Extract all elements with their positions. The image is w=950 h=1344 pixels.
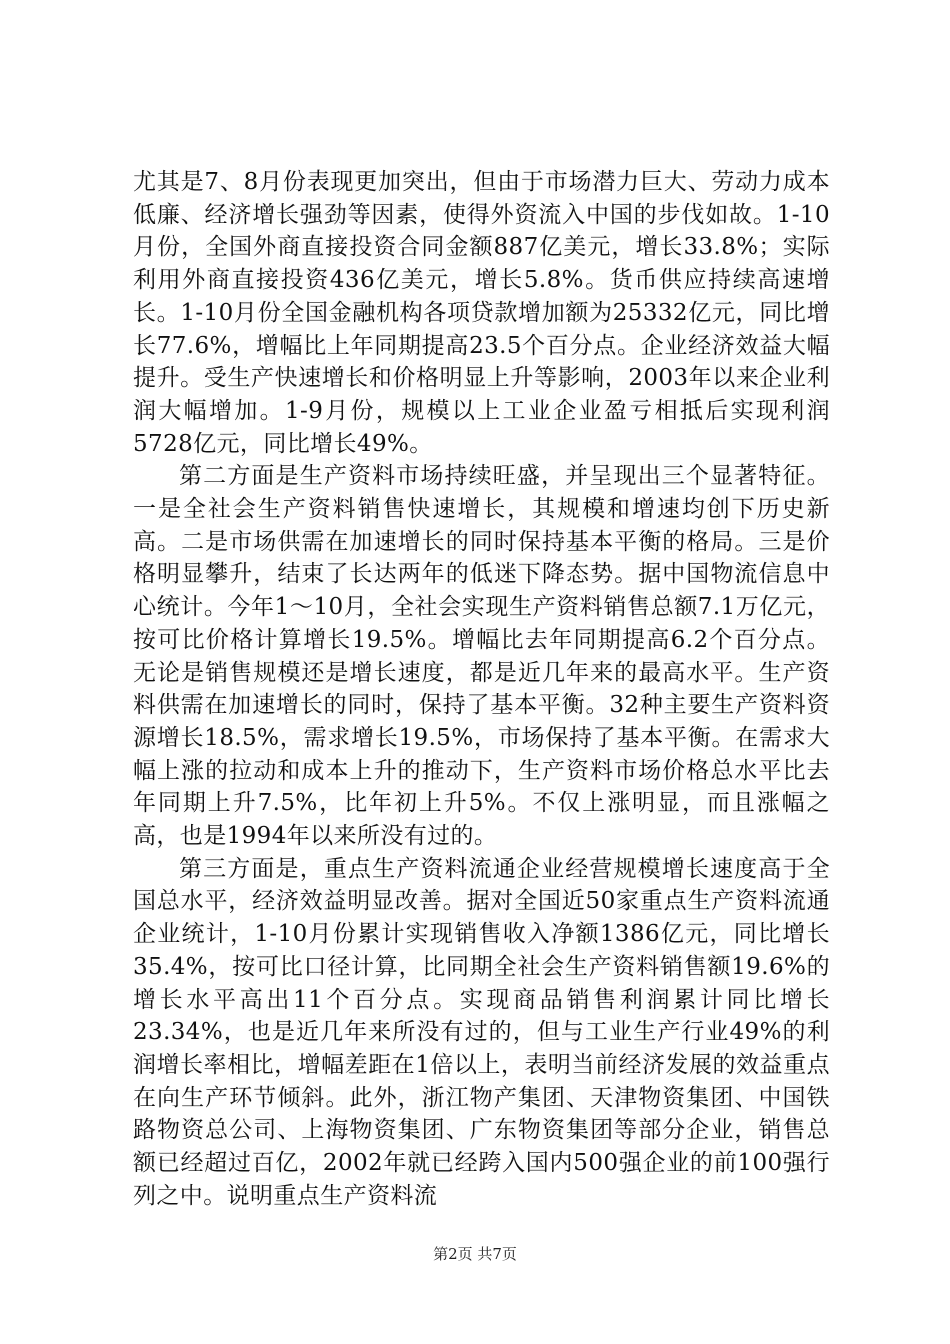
paragraph-third-aspect: 第三方面是，重点生产资料流通企业经营规模增长速度高于全国总水平，经济效益明显改善。据对全国近50家重点生产资料流通企业统计，1-10月份累计实现销售收入净额1386亿元，同比增长35.4%，按可比口径计算，比同期全社会生产资料销售额19.6%的增长水平高出11个百分点。实现商品销售利润累计同比增长23.34%，也是近几年来所没有过的，但与工业生产行业49%的利润增长率相比，增幅差距在1倍以上，表明当前经济发展的效益重点在向生产环节倾斜。此外，浙江物产集团、天津物资集团、中国铁路物资总公司、上海物资集团、广东物资集团等部分企业，销售总额已经超过百亿，2002年就已经跨入国内500强企业的前100强行列之中。说明重点生产资料流: [133, 855, 830, 1209]
page-footer: 第2页 共7页: [433, 1245, 517, 1263]
paragraph-second-aspect: 第二方面是生产资料市场持续旺盛，并呈现出三个显著特征。一是全社会生产资料销售快速增长，其规模和增速均创下历史新高。二是市场供需在加速增长的同时保持基本平衡的格局。三是价格明显攀升，结束了长达两年的低迷下降态势。据中国物流信息中心统计。今年1～10月，全社会实现生产资料销售总额7.1万亿元，按可比价格计算增长19.5%。增幅比去年同期提高6.2个百分点。无论是销售规模还是增长速度，都是近几年来的最高水平。生产资料供需在加速增长的同时，保持了基本平衡。32种主要生产资料资源增长18.5%，需求增长19.5%，市场保持了基本平衡。在需求大幅上涨的拉动和成本上升的推动下，生产资料市场价格总水平比去年同期上升7.5%，比年初上升5%。不仅上涨明显，而且涨幅之高，也是1994年以来所没有过的。: [133, 463, 830, 850]
paragraph-continued: 尤其是7、8月份表现更加突出，但由于市场潜力巨大、劳动力成本低廉、经济增长强劲等因素，使得外资流入中国的步伐如故。1-10月份，全国外商直接投资合同金额887亿美元，增长33.8%；实际利用外商直接投资436亿美元，增长5.8%。货币供应持续高速增长。1-10月份全国金融机构各项贷款增加额为25332亿元，同比增长77.6%，增幅比上年同期提高23.5个百分点。企业经济效益大幅提升。受生产快速增长和价格明显上升等影响，2003年以来企业利润大幅增加。1-9月份，规模以上工业企业盈亏相抵后实现利润5728亿元，同比增长49%。: [133, 169, 830, 457]
document-body: [133, 166, 830, 1213]
